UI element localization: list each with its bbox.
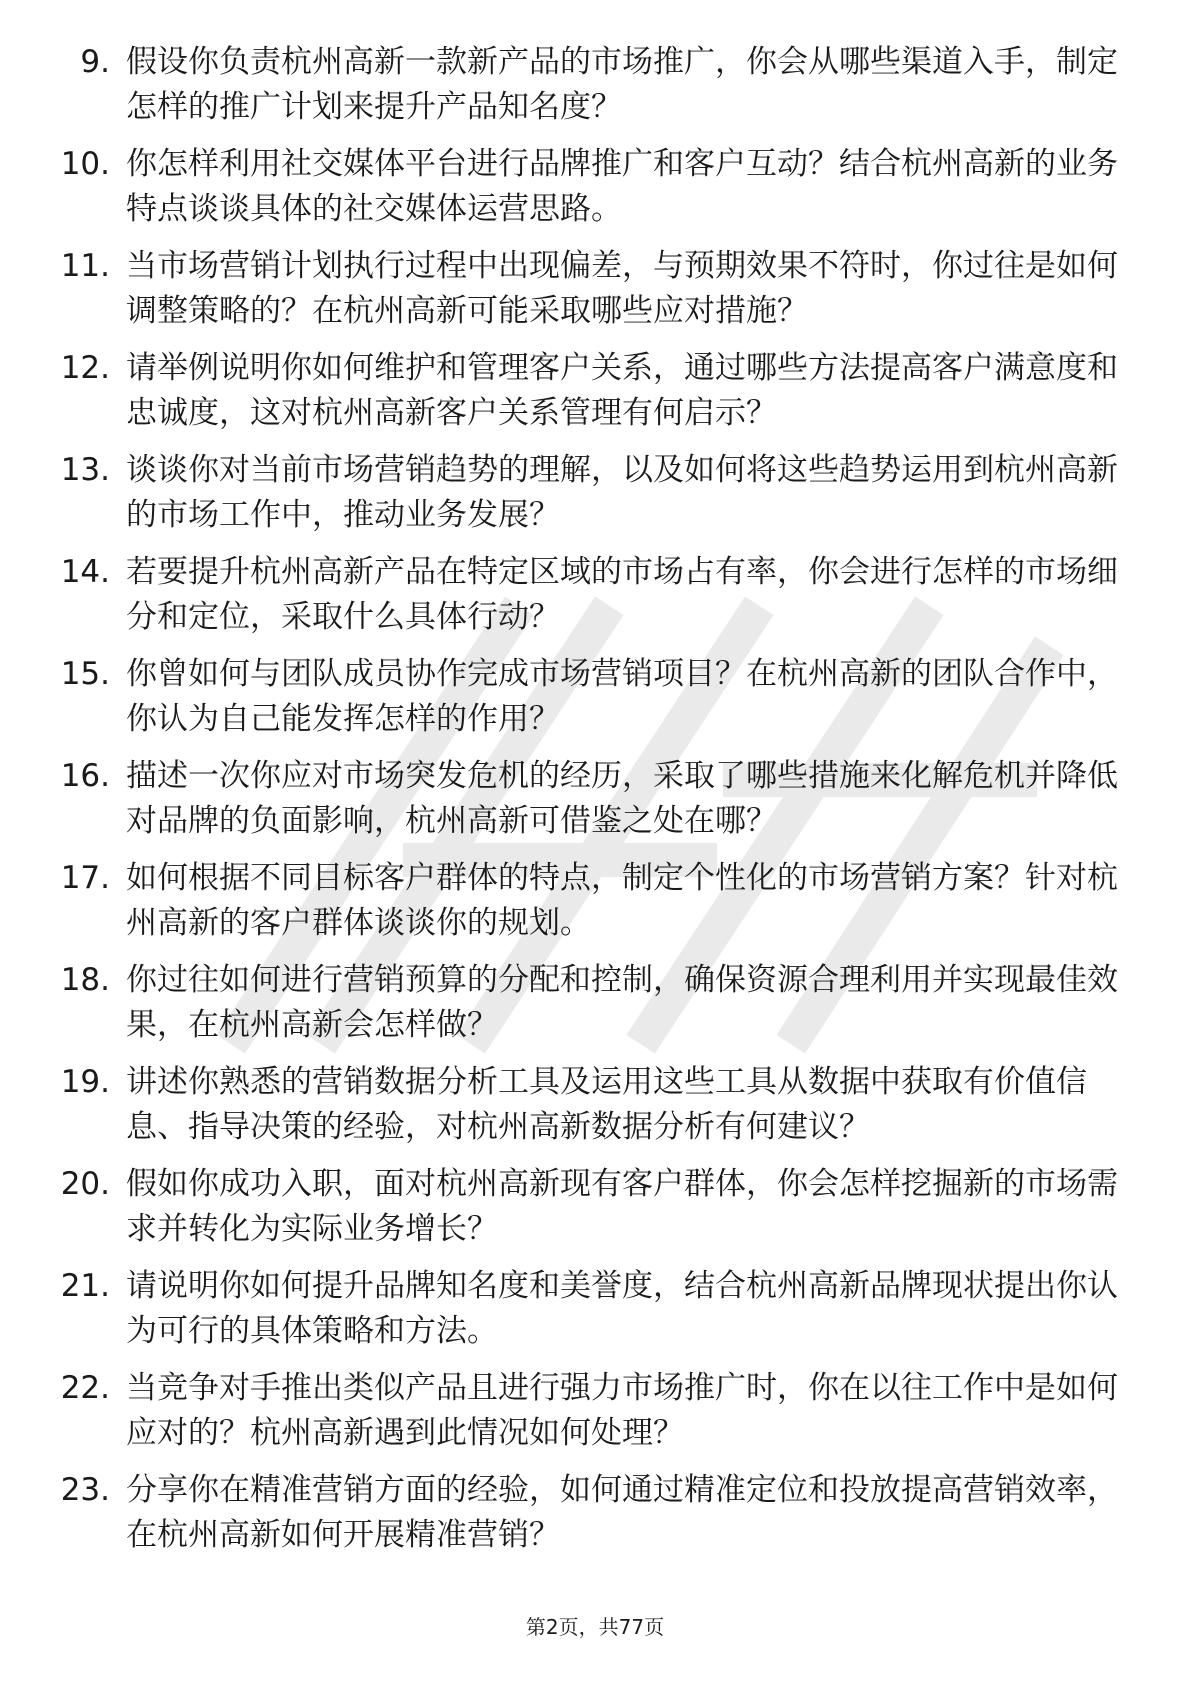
question-number: 22. xyxy=(60,1370,110,1406)
question-text: 若要提升杭州高新产品在特定区域的市场占有率，你会进行怎样的市场细分和定位，采取什么具体行动？ xyxy=(126,554,1118,635)
question-text: 讲述你熟悉的营销数据分析工具及运用这些工具从数据中获取有价值信息、指导决策的经验，对杭州高新数据分析有何建议？ xyxy=(126,1064,1087,1145)
question-number: 20. xyxy=(60,1166,110,1202)
question-number: 19. xyxy=(60,1064,110,1100)
question-list xyxy=(0,40,1190,1570)
question-number: 13. xyxy=(60,452,110,488)
question-number: 18. xyxy=(60,962,110,998)
question-item xyxy=(0,448,1190,550)
question-text: 请举例说明你如何维护和管理客户关系，通过哪些方法提高客户满意度和忠诚度，这对杭州高新客户关系管理有何启示？ xyxy=(126,350,1118,431)
page-number-label: 第2页，共77页 xyxy=(525,1615,665,1639)
question-text: 你曾如何与团队成员协作完成市场营销项目？在杭州高新的团队合作中，你认为自己能发挥怎样的作用？ xyxy=(126,656,1118,737)
question-text: 请说明你如何提升品牌知名度和美誉度，结合杭州高新品牌现状提出你认为可行的具体策略和方法。 xyxy=(126,1268,1118,1349)
question-number: 12. xyxy=(60,350,110,386)
question-item xyxy=(0,1060,1190,1162)
question-text: 假如你成功入职，面对杭州高新现有客户群体，你会怎样挖掘新的市场需求并转化为实际业务增长？ xyxy=(126,1166,1118,1247)
question-text: 描述一次你应对市场突发危机的经历，采取了哪些措施来化解危机并降低对品牌的负面影响，杭州高新可借鉴之处在哪？ xyxy=(126,758,1118,839)
question-text: 谈谈你对当前市场营销趋势的理解，以及如何将这些趋势运用到杭州高新的市场工作中，推动业务发展？ xyxy=(126,452,1118,533)
page-footer xyxy=(0,1613,1190,1641)
question-item xyxy=(0,1366,1190,1468)
question-text: 当市场营销计划执行过程中出现偏差，与预期效果不符时，你过往是如何调整策略的？在杭州高新可能采取哪些应对措施？ xyxy=(126,248,1118,329)
question-item xyxy=(0,346,1190,448)
question-number: 9. xyxy=(80,44,110,80)
question-text: 分享你在精准营销方面的经验，如何通过精准定位和投放提高营销效率，在杭州高新如何开展精准营销？ xyxy=(126,1472,1118,1553)
question-text: 当竞争对手推出类似产品且进行强力市场推广时，你在以往工作中是如何应对的？杭州高新遇到此情况如何处理？ xyxy=(126,1370,1118,1451)
question-item xyxy=(0,1264,1190,1366)
question-number: 21. xyxy=(60,1268,110,1304)
question-item xyxy=(0,856,1190,958)
question-text: 你怎样利用社交媒体平台进行品牌推广和客户互动？结合杭州高新的业务特点谈谈具体的社交媒体运营思路。 xyxy=(126,146,1118,227)
question-item xyxy=(0,1162,1190,1264)
question-number: 16. xyxy=(60,758,110,794)
question-text: 你过往如何进行营销预算的分配和控制，确保资源合理利用并实现最佳效果，在杭州高新会怎样做？ xyxy=(126,962,1118,1043)
question-item xyxy=(0,550,1190,652)
question-text: 如何根据不同目标客户群体的特点，制定个性化的市场营销方案？针对杭州高新的客户群体谈谈你的规划。 xyxy=(126,860,1118,941)
question-item xyxy=(0,244,1190,346)
question-item xyxy=(0,40,1190,142)
question-item xyxy=(0,142,1190,244)
question-number: 17. xyxy=(60,860,110,896)
question-item xyxy=(0,652,1190,754)
question-item xyxy=(0,1468,1190,1570)
question-number: 14. xyxy=(60,554,110,590)
question-item xyxy=(0,958,1190,1060)
question-number: 11. xyxy=(60,248,110,284)
question-number: 23. xyxy=(60,1472,110,1508)
question-item xyxy=(0,754,1190,856)
question-number: 10. xyxy=(60,146,110,182)
question-text: 假设你负责杭州高新一款新产品的市场推广，你会从哪些渠道入手，制定怎样的推广计划来提升产品知名度？ xyxy=(126,44,1118,125)
question-number: 15. xyxy=(60,656,110,692)
